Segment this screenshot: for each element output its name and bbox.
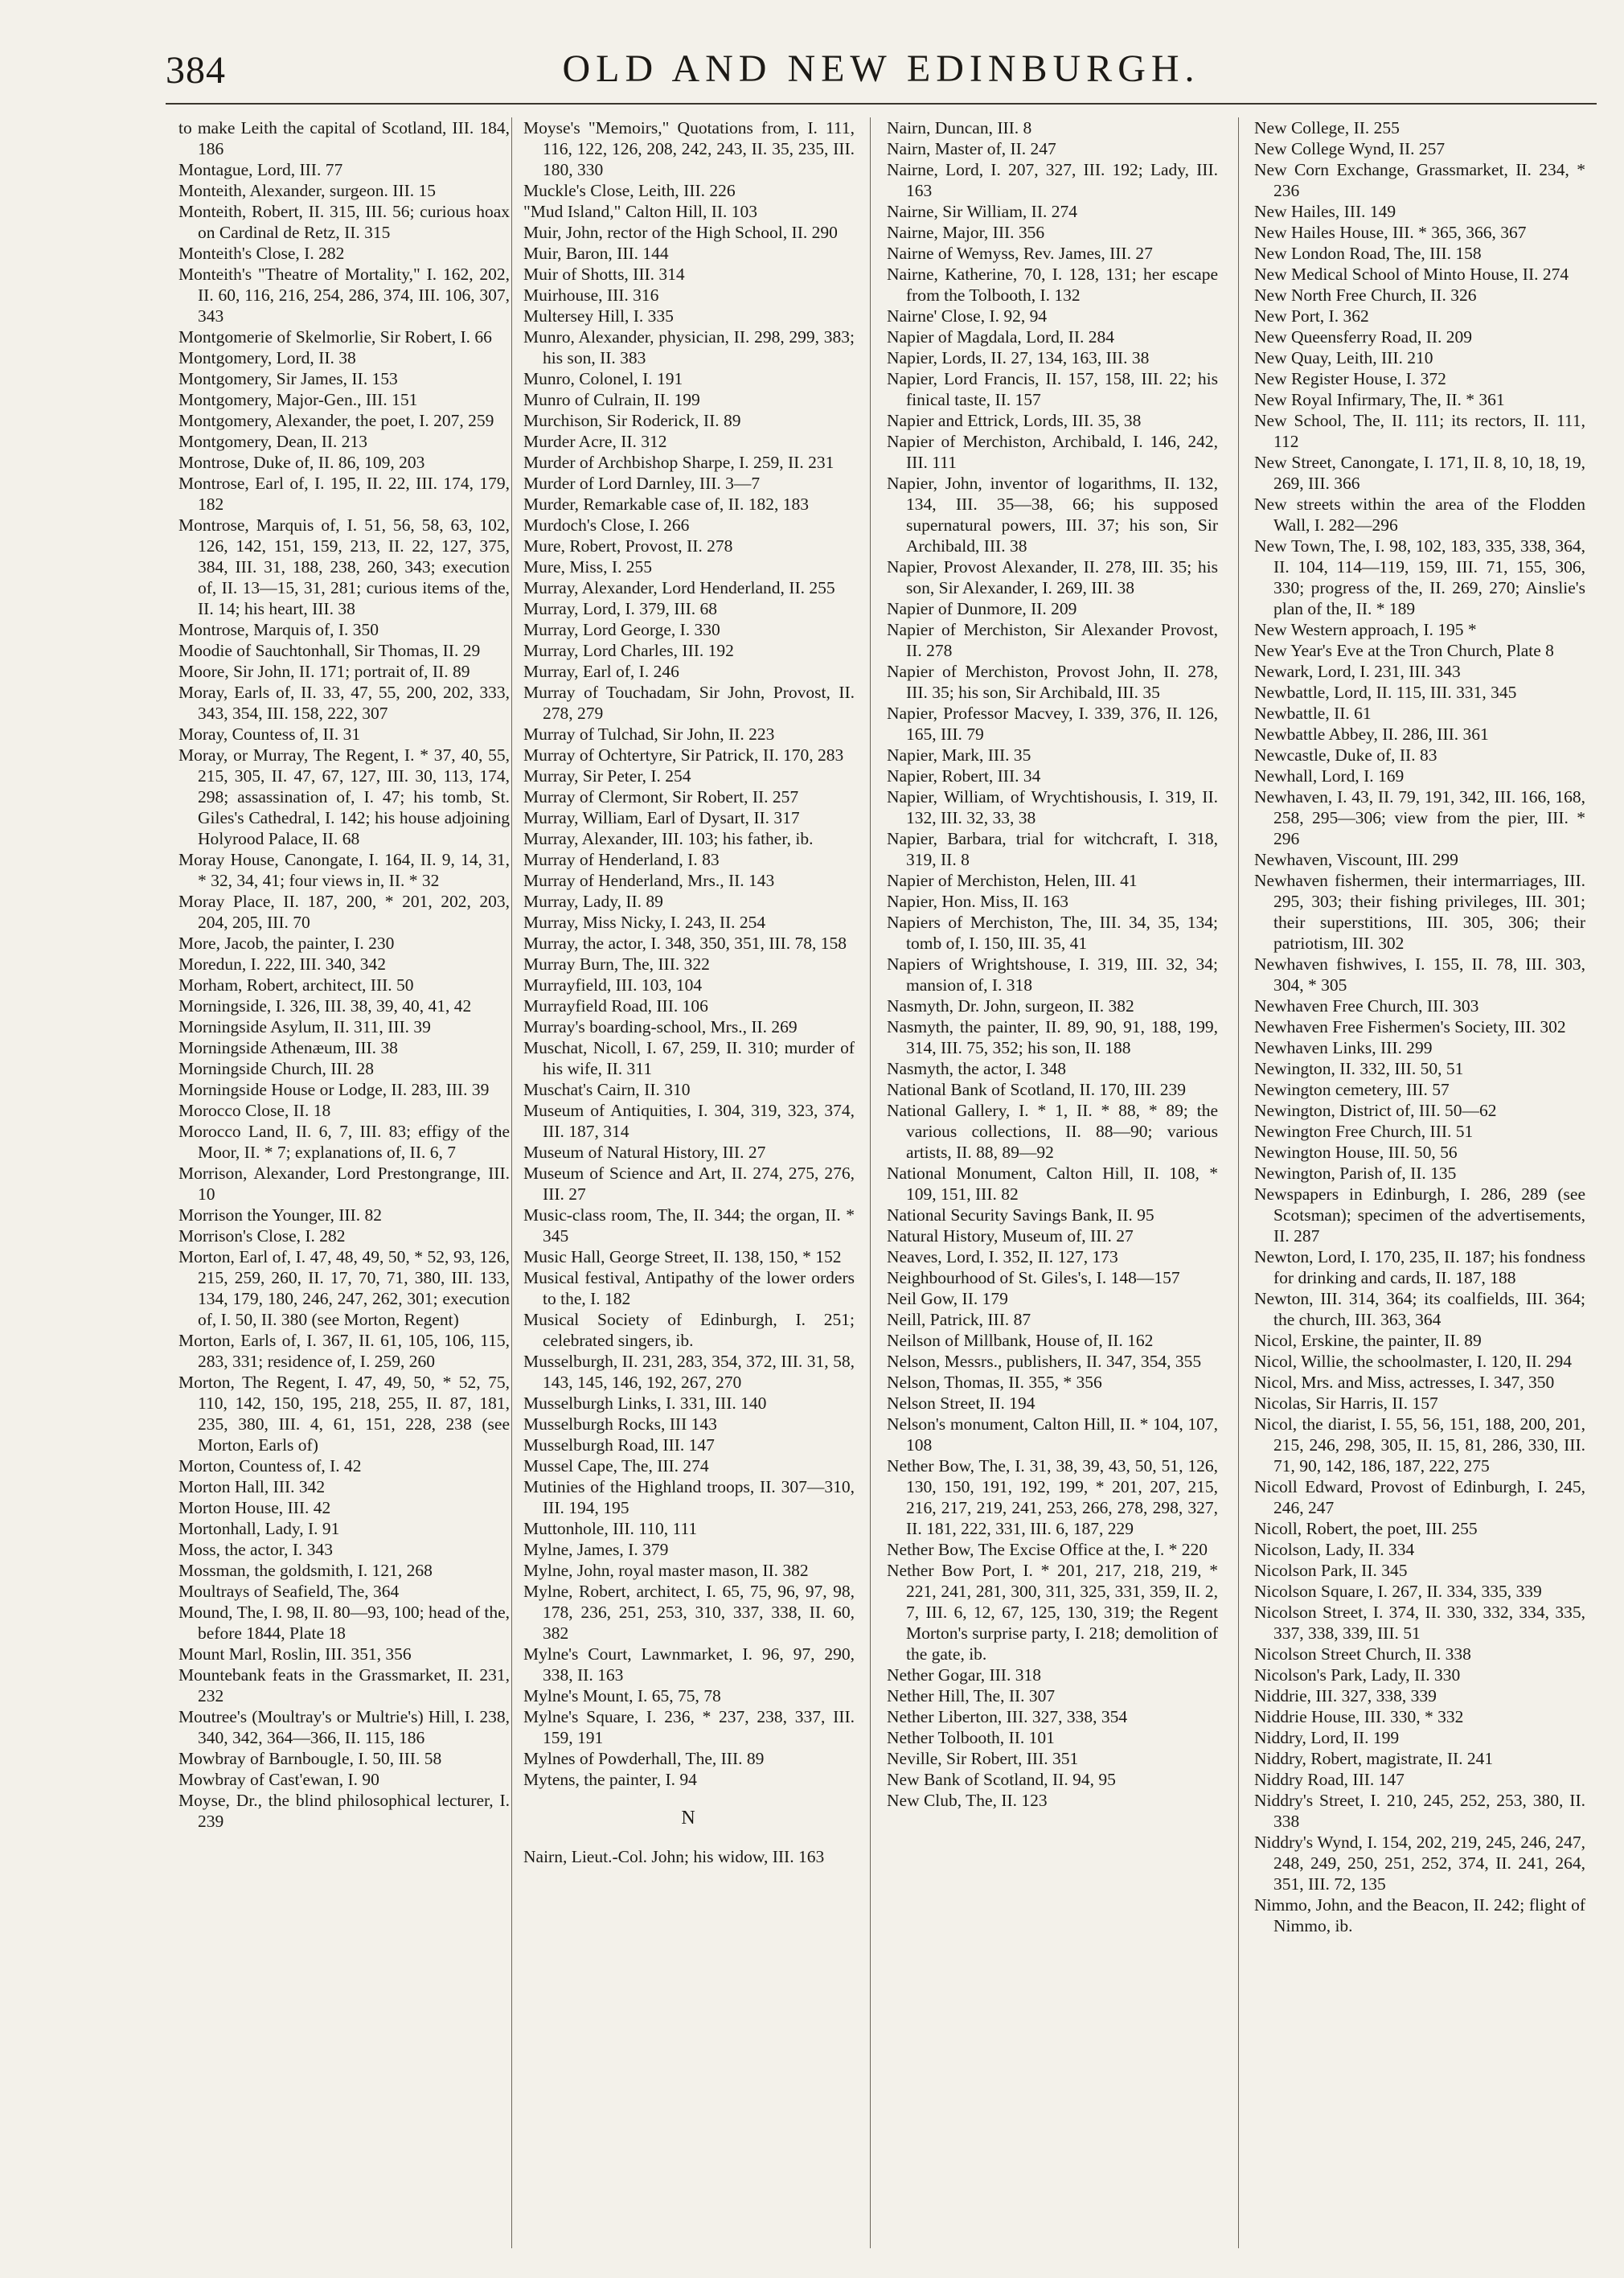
- index-entry: Monteith's "Theatre of Mortality," I. 162, 202, II. 60, 116, 216, 254, 286, 374, III. 106, 307, 343: [178, 265, 510, 326]
- index-entry: Newbattle Abbey, II. 286, III. 361: [1254, 724, 1489, 744]
- index-entry: Nicol, Erskine, the painter, II. 89: [1254, 1331, 1482, 1350]
- index-entry: Moyse, Dr., the blind philosophical lecturer, I. 239: [178, 1791, 510, 1831]
- index-entry: Napier of Merchiston, Sir Alexander Provost, II. 278: [887, 620, 1218, 660]
- index-entry: New College, II. 255: [1254, 118, 1400, 138]
- index-entry: Murray, William, Earl of Dysart, II. 317: [523, 808, 800, 827]
- index-entry: New Royal Infirmary, The, II. * 361: [1254, 390, 1505, 409]
- index-entry: Nicolson, Lady, II. 334: [1254, 1540, 1415, 1559]
- index-entry: Neilson of Millbank, House of, II. 162: [887, 1331, 1154, 1350]
- index-entry: New College Wynd, II. 257: [1254, 139, 1446, 158]
- index-entry: Murdoch's Close, I. 266: [523, 515, 690, 535]
- index-entry: New Medical School of Minto House, II. 274: [1254, 265, 1569, 284]
- index-entry: Nether Gogar, III. 318: [887, 1665, 1041, 1685]
- index-entry: Moray House, Canongate, I. 164, II. 9, 14, 31, * 32, 34, 41; four views in, II. * 32: [178, 850, 510, 890]
- index-entry: Mylne's Court, Lawnmarket, I. 96, 97, 290, 338, II. 163: [523, 1644, 855, 1685]
- index-entry: New School, The, II. 111; its rectors, II. 111, 112: [1254, 411, 1585, 451]
- index-entry: Murray of Clermont, Sir Robert, II. 257: [523, 787, 799, 807]
- index-entry: Mylne, Robert, architect, I. 65, 75, 96, 97, 98, 178, 236, 251, 253, 310, 337, 338, II. 60, 382: [523, 1582, 855, 1643]
- index-entry: Morton, Countess of, I. 42: [178, 1456, 362, 1476]
- running-title: OLD AND NEW EDINBURGH.: [562, 47, 1200, 90]
- index-entry: Nairne, Major, III. 356: [887, 223, 1045, 242]
- index-entry: Nicolson's Park, Lady, II. 330: [1254, 1665, 1461, 1685]
- index-entry: Newhaven fishwives, I. 155, II. 78, III. 303, 304, * 305: [1254, 954, 1585, 995]
- index-entry: Murray, Lord, I. 379, III. 68: [523, 599, 718, 618]
- index-entry: Nether Hill, The, II. 307: [887, 1686, 1056, 1705]
- index-entry: Murray, Earl of, I. 246: [523, 662, 679, 681]
- index-entry: Murder of Archbishop Sharpe, I. 259, II. 231: [523, 453, 835, 472]
- index-entry: Muschat, Nicoll, I. 67, 259, II. 310; murder of his wife, II. 311: [523, 1038, 855, 1078]
- index-entry: Mutinies of the Highland troops, II. 307—310, III. 194, 195: [523, 1477, 855, 1517]
- index-entry: Nelson, Thomas, II. 355, * 356: [887, 1373, 1102, 1392]
- index-entry: Morrison's Close, I. 282: [178, 1226, 346, 1246]
- index-entry: Murray of Henderland, Mrs., II. 143: [523, 871, 775, 890]
- index-entry: Morrison the Younger, III. 82: [178, 1205, 382, 1225]
- index-entry: Niddry, Lord, II. 199: [1254, 1728, 1400, 1747]
- index-entry: Moss, the actor, I. 343: [178, 1540, 334, 1559]
- index-entry: New Year's Eve at the Tron Church, Plate 8: [1254, 641, 1554, 660]
- index-entry: Niddry, Robert, magistrate, II. 241: [1254, 1749, 1494, 1768]
- index-entry: Murder Acre, II. 312: [523, 432, 667, 451]
- index-entry: Montague, Lord, III. 77: [178, 160, 343, 179]
- index-entry: Napier, Robert, III. 34: [887, 766, 1041, 786]
- index-entry: Musical festival, Antipathy of the lower orders to the, I. 182: [523, 1268, 855, 1308]
- index-entry: Napiers of Wrightshouse, I. 319, III. 32, 34; mansion of, I. 318: [887, 954, 1218, 995]
- index-entry: Museum of Science and Art, II. 274, 275, 276, III. 27: [523, 1164, 855, 1204]
- index-entry: Muir of Shotts, III. 314: [523, 265, 685, 284]
- index-entry: Monteith's Close, I. 282: [178, 244, 345, 263]
- index-entry: Napier, Hon. Miss, II. 163: [887, 892, 1069, 911]
- index-entry: Montrose, Marquis of, I. 350: [178, 620, 379, 639]
- index-entry: New Club, The, II. 123: [887, 1791, 1048, 1810]
- index-entry: Murder of Lord Darnley, III. 3—7: [523, 474, 761, 493]
- index-entry: Nicoll Edward, Provost of Edinburgh, I. 245, 246, 247: [1254, 1477, 1585, 1517]
- index-entry: New Bank of Scotland, II. 94, 95: [887, 1770, 1116, 1789]
- index-entry: New North Free Church, II. 326: [1254, 285, 1477, 305]
- index-entry: Morton, The Regent, I. 47, 49, 50, * 52, 75, 110, 142, 150, 195, 218, 255, II. 87, 181, 235, 380, III. 4, 61, 151, 228, 238 (see Morton, Earls of): [178, 1373, 510, 1455]
- index-entry: National Monument, Calton Hill, II. 108, * 109, 151, III. 82: [887, 1164, 1218, 1204]
- index-entry: Morocco Land, II. 6, 7, III. 83; effigy of the Moor, II. * 7; explanations of, II. 6, 7: [178, 1122, 510, 1162]
- index-entry: Munro, Alexander, physician, II. 298, 299, 383; his son, II. 383: [523, 327, 855, 367]
- index-entry: Mountebank feats in the Grassmarket, II. 231, 232: [178, 1665, 510, 1705]
- index-entry: Napier, Professor Macvey, I. 339, 376, II. 126, 165, III. 79: [887, 704, 1218, 744]
- index-entry: Murray, Lady, II. 89: [523, 892, 663, 911]
- index-entry: New Town, The, I. 98, 102, 183, 335, 338, 364, II. 104, 114—119, 159, III. 71, 155, 306, 330; progress of the, II. 269, 270; Ainslie's plan of the, II. * 189: [1254, 536, 1585, 618]
- index-entry: Nairne, Lord, I. 207, 327, III. 192; Lady, III. 163: [887, 160, 1218, 200]
- index-entry: Newington House, III. 50, 56: [1254, 1143, 1458, 1162]
- index-entry: Morningside House or Lodge, II. 283, III. 39: [178, 1080, 490, 1099]
- index-entry: Mowbray of Barnbougle, I. 50, III. 58: [178, 1749, 442, 1768]
- index-entry: Murray, Alexander, III. 103; his father, ib.: [523, 829, 814, 848]
- index-entry: Napier, Lords, II. 27, 134, 163, III. 38: [887, 348, 1150, 367]
- index-entry: Nairn, Lieut.-Col. John; his widow, III. 163: [523, 1847, 825, 1866]
- page-number: 384: [166, 49, 226, 92]
- index-entry: Neighbourhood of St. Giles's, I. 148—157: [887, 1268, 1180, 1287]
- index-entry: Newhaven Free Fishermen's Society, III. 302: [1254, 1017, 1566, 1036]
- index-entry: Mylne's Square, I. 236, * 237, 238, 337, III. 159, 191: [523, 1707, 855, 1747]
- index-entry: More, Jacob, the painter, I. 230: [178, 934, 395, 953]
- index-entry: Napier of Merchiston, Helen, III. 41: [887, 871, 1138, 890]
- index-entry: Nicolson Street, I. 374, II. 330, 332, 334, 335, 337, 338, 339, III. 51: [1254, 1603, 1585, 1643]
- index-entry: Newington, District of, III. 50—62: [1254, 1101, 1497, 1120]
- index-entry: Nairne, Sir William, II. 274: [887, 202, 1077, 221]
- index-entry: Muirhouse, III. 316: [523, 285, 659, 305]
- index-entry: Newington Free Church, III. 51: [1254, 1122, 1474, 1141]
- index-entry: Moore, Sir John, II. 171; portrait of, II. 89: [178, 662, 470, 681]
- index-entry: Niddry Road, III. 147: [1254, 1770, 1405, 1789]
- index-entry: Morningside Asylum, II. 311, III. 39: [178, 1017, 431, 1036]
- index-entry: to make Leith the capital of Scotland, III. 184, 186: [178, 118, 510, 158]
- index-entry: New Street, Canongate, I. 171, II. 8, 10, 18, 19, 269, III. 366: [1254, 453, 1585, 493]
- index-entry: New London Road, The, III. 158: [1254, 244, 1482, 263]
- index-entry: Newbattle, Lord, II. 115, III. 331, 345: [1254, 683, 1517, 702]
- index-entry: Nasmyth, the actor, I. 348: [887, 1059, 1067, 1078]
- index-entry: Museum of Natural History, III. 27: [523, 1143, 766, 1162]
- index-entry: Niddry's Street, I. 210, 245, 252, 253, 380, II. 338: [1254, 1791, 1585, 1831]
- index-entry: Montgomery, Alexander, the poet, I. 207, 259: [178, 411, 494, 430]
- index-entry: Napier of Dunmore, II. 209: [887, 599, 1077, 618]
- index-entry: Montrose, Earl of, I. 195, II. 22, III. 174, 179, 182: [178, 474, 510, 514]
- index-entry: Musselburgh Rocks, III 143: [523, 1414, 717, 1434]
- index-entry: Newhaven Free Church, III. 303: [1254, 996, 1479, 1016]
- index-entry: Murray, Lord George, I. 330: [523, 620, 720, 639]
- index-entry: Mure, Robert, Provost, II. 278: [523, 536, 733, 556]
- index-entry: Murray of Tulchad, Sir John, II. 223: [523, 724, 775, 744]
- index-entry: Moray, Countess of, II. 31: [178, 724, 361, 744]
- index-entry: Nelson Street, II. 194: [887, 1393, 1036, 1413]
- index-entry: Murray, Miss Nicky, I. 243, II. 254: [523, 913, 766, 932]
- index-entry: Napier, Provost Alexander, II. 278, III. 35; his son, Sir Alexander, I. 269, III. 38: [887, 557, 1218, 597]
- index-entry: Moodie of Sauchtonhall, Sir Thomas, II. 29: [178, 641, 481, 660]
- index-entry: Niddry's Wynd, I. 154, 202, 219, 245, 246, 247, 248, 249, 250, 251, 252, 374, II. 241, 264, 351, III. 72, 135: [1254, 1833, 1585, 1894]
- index-entry: New Port, I. 362: [1254, 306, 1369, 326]
- index-entry: Nasmyth, the painter, II. 89, 90, 91, 188, 199, 314, III. 75, 352; his son, II. 188: [887, 1017, 1218, 1057]
- index-entry: Mylne, James, I. 379: [523, 1540, 669, 1559]
- index-entry: Morningside Church, III. 28: [178, 1059, 375, 1078]
- index-entry: Monteith, Alexander, surgeon. III. 15: [178, 181, 436, 200]
- index-column-2: [523, 117, 855, 1867]
- index-entry: Moultrays of Seafield, The, 364: [178, 1582, 400, 1601]
- index-entry: New Hailes House, III. * 365, 366, 367: [1254, 223, 1527, 242]
- index-entry: Napier, Lord Francis, II. 157, 158, III. 22; his finical taste, II. 157: [887, 369, 1218, 409]
- index-entry: Montgomerie of Skelmorlie, Sir Robert, I. 66: [178, 327, 492, 347]
- index-entry: Moredun, I. 222, III. 340, 342: [178, 954, 386, 974]
- index-entry: Napier, Barbara, trial for witchcraft, I. 318, 319, II. 8: [887, 829, 1218, 869]
- index-entry: Nicol, the diarist, I. 55, 56, 151, 188, 200, 201, 215, 246, 298, 305, II. 15, 81, 286, 330, III. 71, 90, 142, 186, 187, 222, 275: [1254, 1414, 1585, 1476]
- column-divider: [1238, 117, 1239, 2248]
- index-entry: Muschat's Cairn, II. 310: [523, 1080, 691, 1099]
- index-entry: Newton, III. 314, 364; its coalfields, III. 364; the church, III. 363, 364: [1254, 1289, 1585, 1329]
- index-entry: Mortonhall, Lady, I. 91: [178, 1519, 340, 1538]
- index-entry: Nimmo, John, and the Beacon, II. 242; flight of Nimmo, ib.: [1254, 1895, 1585, 1935]
- index-entry: Mure, Miss, I. 255: [523, 557, 653, 577]
- index-entry: Nether Bow Port, I. * 201, 217, 218, 219, * 221, 241, 281, 300, 311, 325, 331, 359, II. 2, 7, III. 6, 12, 67, 125, 130, 319; the Regent Morton's surprise party, I. 218; demolition of the gate, ib.: [887, 1561, 1218, 1664]
- index-entry: Montgomery, Dean, II. 213: [178, 432, 368, 451]
- index-column-1: [178, 117, 510, 1832]
- index-entry: Newington, Parish of, II. 135: [1254, 1164, 1457, 1183]
- index-entry: Nairn, Master of, II. 247: [887, 139, 1056, 158]
- index-entry: Morocco Close, II. 18: [178, 1101, 331, 1120]
- index-entry: Newton, Lord, I. 170, 235, II. 187; his fondness for drinking and cards, II. 187, 188: [1254, 1247, 1585, 1287]
- index-entry: Morningside Athenæum, III. 38: [178, 1038, 398, 1057]
- index-entry: Mylne's Mount, I. 65, 75, 78: [523, 1686, 721, 1705]
- index-entry: Napier, John, inventor of logarithms, II. 132, 134, III. 35—38, 66; his supposed supernatural powers, III. 37; his son, Sir Archibald, III. 38: [887, 474, 1218, 556]
- index-entry: Nicolas, Sir Harris, II. 157: [1254, 1393, 1438, 1413]
- index-entry: Nicol, Mrs. and Miss, actresses, I. 347, 350: [1254, 1373, 1555, 1392]
- index-entry: Murrayfield Road, III. 106: [523, 996, 708, 1016]
- index-entry: Mytens, the painter, I. 94: [523, 1770, 697, 1789]
- index-entry: Mylnes of Powderhall, The, III. 89: [523, 1749, 765, 1768]
- index-entry: Nether Bow, The, I. 31, 38, 39, 43, 50, 51, 126, 130, 150, 191, 192, 199, * 201, 207, 215, 216, 217, 219, 241, 253, 266, 278, 298, 327, II. 181, 222, 331, III. 6, 187, 229: [887, 1456, 1218, 1538]
- index-entry: Napier, Mark, III. 35: [887, 745, 1031, 765]
- index-entry: Mussel Cape, The, III. 274: [523, 1456, 709, 1476]
- index-entry: Murray of Ochtertyre, Sir Patrick, II. 170, 283: [523, 745, 844, 765]
- index-column-4: [1254, 117, 1585, 1936]
- index-entry: Munro of Culrain, II. 199: [523, 390, 700, 409]
- index-entry: Newspapers in Edinburgh, I. 286, 289 (see Scotsman); specimen of the advertisements, II. 287: [1254, 1184, 1585, 1246]
- index-entry: Newbattle, II. 61: [1254, 704, 1372, 723]
- index-entry: Morton Hall, III. 342: [178, 1477, 326, 1496]
- index-entry: Moutree's (Moultray's or Multrie's) Hill, I. 238, 340, 342, 364—366, II. 115, 186: [178, 1707, 510, 1747]
- index-entry: Montrose, Duke of, II. 86, 109, 203: [178, 453, 425, 472]
- index-entry: National Security Savings Bank, II. 95: [887, 1205, 1154, 1225]
- index-entry: Nairn, Duncan, III. 8: [887, 118, 1032, 138]
- index-entry: Nelson, Messrs., publishers, II. 347, 354, 355: [887, 1352, 1202, 1371]
- index-entry: Newhaven, Viscount, III. 299: [1254, 850, 1458, 869]
- index-entry: Murchison, Sir Roderick, II. 89: [523, 411, 741, 430]
- index-entry: Murray, the actor, I. 348, 350, 351, III. 78, 158: [523, 934, 847, 953]
- index-entry: Musical Society of Edinburgh, I. 251; celebrated singers, ib.: [523, 1310, 855, 1350]
- index-entry: New Queensferry Road, II. 209: [1254, 327, 1473, 347]
- index-entry: Montgomery, Sir James, II. 153: [178, 369, 398, 388]
- index-entry: Muckle's Close, Leith, III. 226: [523, 181, 736, 200]
- index-entry: Newhall, Lord, I. 169: [1254, 766, 1405, 786]
- index-entry: Newhaven fishermen, their intermarriages, III. 295, 303; their fishing privileges, III. 301; their superstitions, III. 305, 306; their patriotism, III. 302: [1254, 871, 1585, 953]
- index-entry: Museum of Antiquities, I. 304, 319, 323, 374, III. 187, 314: [523, 1101, 855, 1141]
- index-entry: Napier, William, of Wrychtishousis, I. 319, II. 132, III. 32, 33, 38: [887, 787, 1218, 827]
- index-entry: Mowbray of Cast'ewan, I. 90: [178, 1770, 379, 1789]
- index-entry: Murder, Remarkable case of, II. 182, 183: [523, 495, 809, 514]
- index-entry: Nether Tolbooth, II. 101: [887, 1728, 1055, 1747]
- index-entry: Natural History, Museum of, III. 27: [887, 1226, 1134, 1246]
- index-entry: Neil Gow, II. 179: [887, 1289, 1008, 1308]
- index-entry: Moray Place, II. 187, 200, * 201, 202, 203, 204, 205, III. 70: [178, 892, 510, 932]
- index-entry: New Quay, Leith, III. 210: [1254, 348, 1433, 367]
- index-entry: National Bank of Scotland, II. 170, III. 239: [887, 1080, 1186, 1099]
- index-entry: Nasmyth, Dr. John, surgeon, II. 382: [887, 996, 1134, 1016]
- index-entry: Napier of Magdala, Lord, II. 284: [887, 327, 1114, 347]
- index-entry: Montgomery, Lord, II. 38: [178, 348, 356, 367]
- index-entry: New Hailes, III. 149: [1254, 202, 1396, 221]
- index-entry: Murray, Lord Charles, III. 192: [523, 641, 734, 660]
- index-entry: Murray's boarding-school, Mrs., II. 269: [523, 1017, 798, 1036]
- index-entry: Nicol, Willie, the schoolmaster, I. 120, II. 294: [1254, 1352, 1572, 1371]
- section-letter-heading: N: [681, 1808, 697, 1829]
- index-entry: New Register House, I. 372: [1254, 369, 1446, 388]
- index-entry: Murray, Sir Peter, I. 254: [523, 766, 691, 786]
- index-entry: Newhaven, I. 43, II. 79, 191, 342, III. 166, 168, 258, 295—306; view from the pier, III. * 296: [1254, 787, 1585, 848]
- index-entry: Montrose, Marquis of, I. 51, 56, 58, 63, 102, 126, 142, 151, 159, 213, II. 22, 127, 375, 384, III. 31, 188, 238, 260, 343; execution of, II. 13—15, 31, 281; curious items of the, II. 14; his heart, III. 38: [178, 515, 510, 618]
- index-entry: Neaves, Lord, I. 352, II. 127, 173: [887, 1247, 1118, 1266]
- index-entry: Murray Burn, The, III. 322: [523, 954, 710, 974]
- index-entry: National Gallery, I. * 1, II. * 88, * 89; the various collections, II. 88—90; various artists, II. 88, 89—92: [887, 1101, 1218, 1162]
- index-entry: Muttonhole, III. 110, 111: [523, 1519, 698, 1538]
- index-entry: Nairne of Wemyss, Rev. James, III. 27: [887, 244, 1153, 263]
- index-entry: Murray of Touchadam, Sir John, Provost, II. 278, 279: [523, 683, 855, 723]
- column-divider: [511, 117, 512, 2248]
- index-entry: Morningside, I. 326, III. 38, 39, 40, 41, 42: [178, 996, 472, 1016]
- index-entry: Moray, or Murray, The Regent, I. * 37, 40, 55, 215, 305, II. 47, 67, 127, III. 30, 113, 174, 298; assassination of, I. 47; his tomb, St. Giles's Cathedral, I. 142; his house adjoining Holyrood Palace, II. 68: [178, 745, 510, 848]
- index-entry: Newington, II. 332, III. 50, 51: [1254, 1059, 1464, 1078]
- header-rule: [166, 103, 1597, 105]
- index-entry: Multersey Hill, I. 335: [523, 306, 674, 326]
- index-entry: Nelson's monument, Calton Hill, II. * 104, 107, 108: [887, 1414, 1218, 1455]
- index-entry: Music Hall, George Street, II. 138, 150, * 152: [523, 1247, 842, 1266]
- index-entry: Moray, Earls of, II. 33, 47, 55, 200, 202, 333, 343, 354, III. 158, 222, 307: [178, 683, 510, 723]
- index-entry: Mossman, the goldsmith, I. 121, 268: [178, 1561, 433, 1580]
- index-entry: Morton, Earl of, I. 47, 48, 49, 50, * 52, 93, 126, 215, 259, 260, II. 17, 70, 71, 380, III. 133, 134, 179, 180, 246, 247, 262, 301; execution of, I. 50, II. 380 (see Morton, Regent): [178, 1247, 510, 1329]
- index-entry: Morham, Robert, architect, III. 50: [178, 975, 414, 995]
- index-entry: Newington cemetery, III. 57: [1254, 1080, 1450, 1099]
- index-entry: "Mud Island," Calton Hill, II. 103: [523, 202, 758, 221]
- index-entry: Niddrie, III. 327, 338, 339: [1254, 1686, 1437, 1705]
- index-entry: Musselburgh, II. 231, 283, 354, 372, III. 31, 58, 143, 145, 146, 192, 267, 270: [523, 1352, 855, 1392]
- index-entry: Nicolson Street Church, II. 338: [1254, 1644, 1471, 1664]
- index-entry: Muir, Baron, III. 144: [523, 244, 669, 263]
- index-entry: New Corn Exchange, Grassmarket, II. 234, * 236: [1254, 160, 1585, 200]
- index-entry: Moyse's "Memoirs," Quotations from, I. 111, 116, 122, 126, 208, 242, 243, II. 35, 235, III. 180, 330: [523, 118, 855, 179]
- index-entry: Musselburgh Links, I. 331, III. 140: [523, 1393, 767, 1413]
- index-entry: Mount Marl, Roslin, III. 351, 356: [178, 1644, 412, 1664]
- index-entry: Nicoll, Robert, the poet, III. 255: [1254, 1519, 1478, 1538]
- page-header: [166, 43, 1597, 92]
- index-entry: Morton, Earls of, I. 367, II. 61, 105, 106, 115, 283, 331; residence of, I. 259, 260: [178, 1331, 510, 1371]
- index-entry: Mylne, John, royal master mason, II. 382: [523, 1561, 809, 1580]
- index-entry: Nairne' Close, I. 92, 94: [887, 306, 1048, 326]
- index-entry: New streets within the area of the Flodden Wall, I. 282—296: [1254, 495, 1585, 535]
- column-divider: [870, 117, 871, 2248]
- index-entry: Nicolson Square, I. 267, II. 334, 335, 339: [1254, 1582, 1542, 1601]
- index-entry: Munro, Colonel, I. 191: [523, 369, 683, 388]
- index-entry: Neill, Patrick, III. 87: [887, 1310, 1031, 1329]
- index-entry: Napier of Merchiston, Archibald, I. 146, 242, III. 111: [887, 432, 1218, 472]
- index-entry: Newhaven Links, III. 299: [1254, 1038, 1433, 1057]
- index-entry: Neville, Sir Robert, III. 351: [887, 1749, 1079, 1768]
- index-entry: Newark, Lord, I. 231, III. 343: [1254, 662, 1461, 681]
- index-entry: Monteith, Robert, II. 315, III. 56; curious hoax on Cardinal de Retz, II. 315: [178, 202, 510, 242]
- index-entry: Nether Liberton, III. 327, 338, 354: [887, 1707, 1128, 1726]
- index-entry: Nicolson Park, II. 345: [1254, 1561, 1408, 1580]
- index-entry: Murrayfield, III. 103, 104: [523, 975, 703, 995]
- index-entry: Nairne, Katherine, 70, I. 128, 131; her escape from the Tolbooth, I. 132: [887, 265, 1218, 305]
- index-entry: Morrison, Alexander, Lord Prestongrange, III. 10: [178, 1164, 510, 1204]
- index-entry: Murray, Alexander, Lord Henderland, II. 255: [523, 578, 835, 597]
- index-entry: Mound, The, I. 98, II. 80—93, 100; head of the, before 1844, Plate 18: [178, 1603, 510, 1643]
- index-column-3: [887, 117, 1218, 1811]
- index-entry: Muir, John, rector of the High School, II. 290: [523, 223, 838, 242]
- index-entry: Music-class room, The, II. 344; the organ, II. * 345: [523, 1205, 855, 1246]
- index-entry: Newcastle, Duke of, II. 83: [1254, 745, 1437, 765]
- index-entry: Morton House, III. 42: [178, 1498, 331, 1517]
- index-entry: Niddrie House, III. 330, * 332: [1254, 1707, 1464, 1726]
- index-entry: Nether Bow, The Excise Office at the, I. * 220: [887, 1540, 1208, 1559]
- index-entry: Montgomery, Major-Gen., III. 151: [178, 390, 418, 409]
- index-entry: Musselburgh Road, III. 147: [523, 1435, 715, 1455]
- index-entry: Napier of Merchiston, Provost John, II. 278, III. 35; his son, Sir Archibald, III. 35: [887, 662, 1218, 702]
- index-entry: New Western approach, I. 195 *: [1254, 620, 1477, 639]
- index-entry: Murray of Henderland, I. 83: [523, 850, 720, 869]
- index-entry: Napier and Ettrick, Lords, III. 35, 38: [887, 411, 1142, 430]
- index-entry: Napiers of Merchiston, The, III. 34, 35, 134; tomb of, I. 150, III. 35, 41: [887, 913, 1218, 953]
